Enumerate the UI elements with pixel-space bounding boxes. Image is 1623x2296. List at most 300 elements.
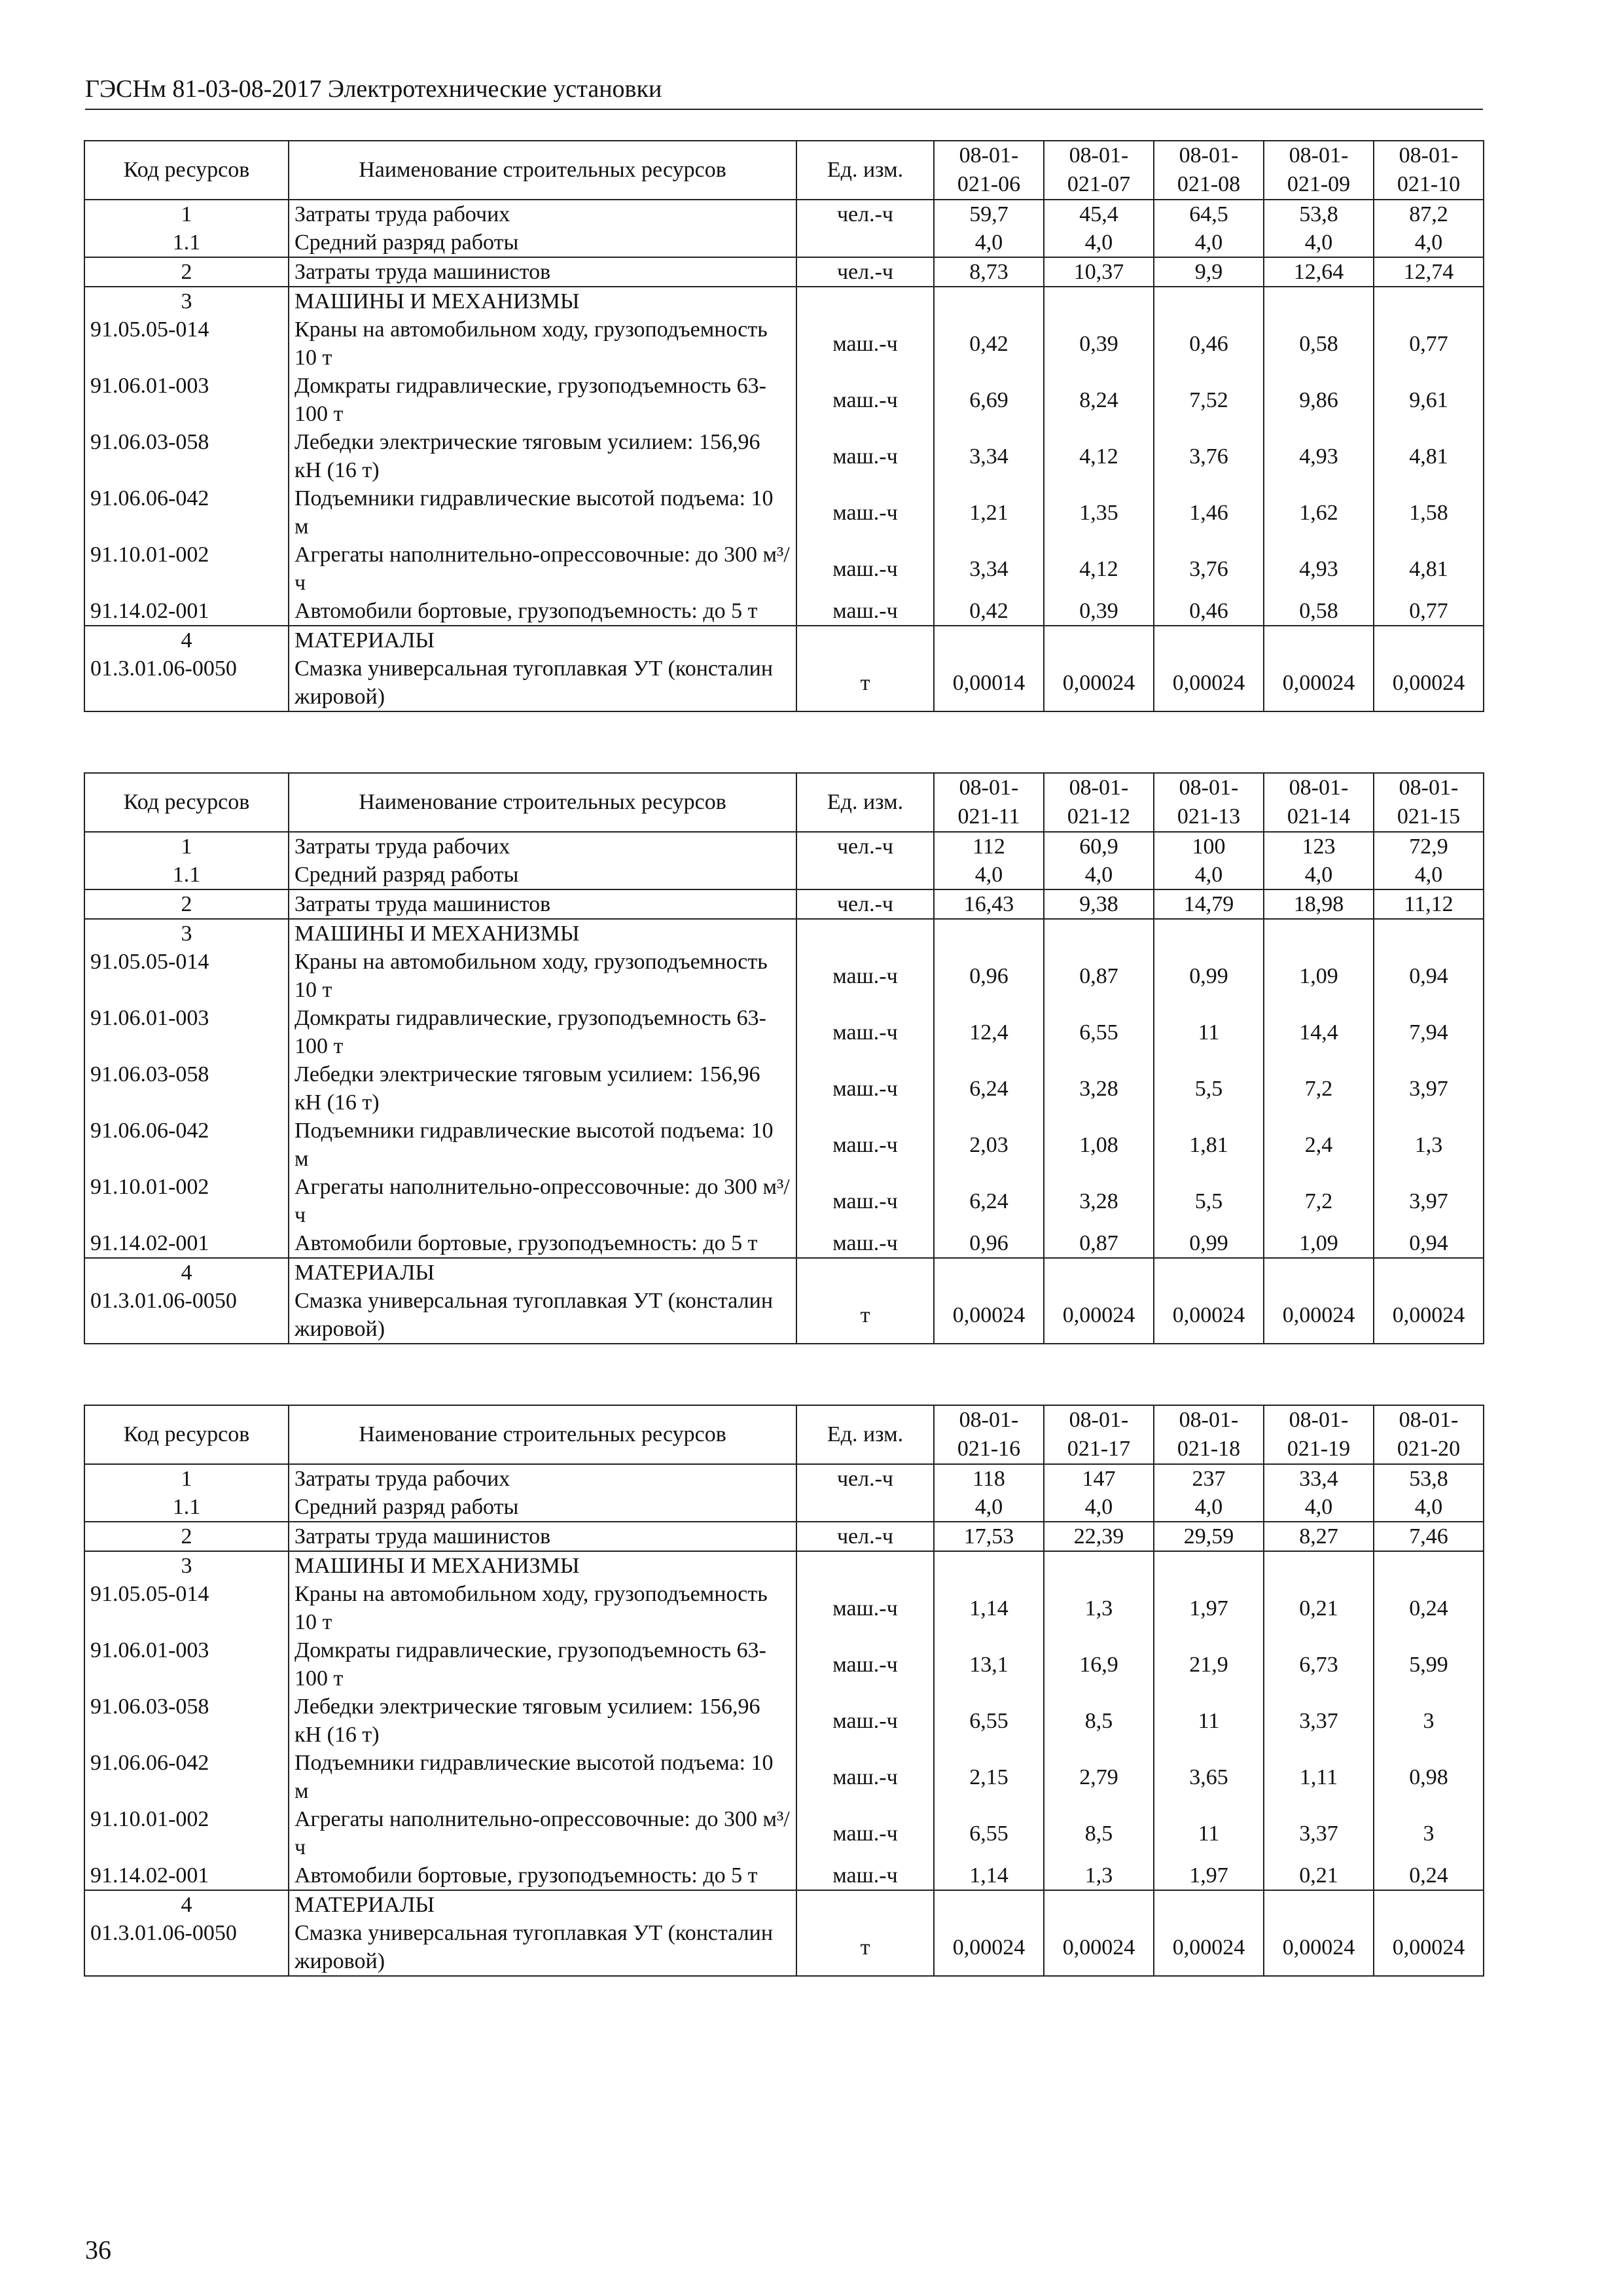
resource-unit: маш.-ч [796, 597, 934, 626]
resource-unit: маш.-ч [796, 1805, 934, 1861]
norm-value: 14,4 [1264, 1004, 1374, 1060]
norm-value: 7,2 [1264, 1060, 1374, 1117]
table-row [84, 1693, 1484, 1749]
norm-value: 53,8 [1374, 1464, 1484, 1493]
norm-value: 0,39 [1044, 597, 1154, 626]
norm-value: 3,37 [1264, 1805, 1374, 1861]
resource-name: Затраты труда машинистов [289, 889, 796, 919]
norm-value: 1,09 [1264, 1229, 1374, 1258]
resource-code: 91.06.06-042 [84, 484, 289, 541]
section-row [84, 919, 1484, 948]
resource-code: 1 [84, 1464, 289, 1493]
column-header-norm: 08-01- 021-13 [1154, 773, 1264, 832]
norm-value: 0,00024 [1154, 1287, 1264, 1344]
norm-value: 4,12 [1044, 428, 1154, 484]
norm-value: 0,00024 [934, 1287, 1044, 1344]
resource-code: 1.1 [84, 1493, 289, 1522]
norm-value: 0,00024 [1374, 655, 1484, 711]
column-header-norm: 08-01- 021-20 [1374, 1405, 1484, 1464]
resource-code: 91.06.01-003 [84, 372, 289, 428]
norm-value: 11 [1154, 1004, 1264, 1060]
table-row [84, 1117, 1484, 1173]
norm-value: 3,34 [934, 428, 1044, 484]
table-row [84, 1919, 1484, 1976]
section-row [84, 1551, 1484, 1580]
norm-value: 16,43 [934, 889, 1044, 919]
resource-unit: чел.-ч [796, 832, 934, 861]
norm-value: 1,35 [1044, 484, 1154, 541]
column-header-norm: 08-01- 021-11 [934, 773, 1044, 832]
column-header-norm: 08-01- 021-12 [1044, 773, 1154, 832]
resource-code: 01.3.01.06-0050 [84, 1919, 289, 1976]
resource-code: 91.14.02-001 [84, 597, 289, 626]
norm-value: 1,97 [1154, 1580, 1264, 1636]
resource-unit: маш.-ч [796, 948, 934, 1004]
resource-unit: маш.-ч [796, 1749, 934, 1805]
norm-value: 4,0 [934, 861, 1044, 889]
table-header-row [84, 141, 1484, 200]
norm-value: 112 [934, 832, 1044, 861]
column-header-unit: Ед. изм. [796, 773, 934, 832]
norm-value: 0,96 [934, 1229, 1044, 1258]
norm-value: 72,9 [1374, 832, 1484, 861]
resource-unit: т [796, 1919, 934, 1976]
norm-value: 0,21 [1264, 1861, 1374, 1890]
column-header-norm: 08-01- 021-07 [1044, 141, 1154, 200]
resource-code: 91.10.01-002 [84, 541, 289, 597]
resource-code: 1.1 [84, 861, 289, 889]
norm-value: 7,2 [1264, 1173, 1374, 1229]
column-header-norm: 08-01- 021-06 [934, 141, 1044, 200]
resource-name: Смазка универсальная тугоплавкая УТ (консталин жировой) [289, 655, 796, 711]
norm-value: 0,00024 [1264, 655, 1374, 711]
norm-value: 4,0 [934, 1493, 1044, 1522]
resource-name: Агрегаты наполнительно-опрессовочные: до 300 м³/ч [289, 541, 796, 597]
norm-value: 8,5 [1044, 1693, 1154, 1749]
norm-value: 4,0 [1374, 228, 1484, 257]
norm-value: 0,94 [1374, 948, 1484, 1004]
table-row [84, 1004, 1484, 1060]
resource-name: Домкраты гидравлические, грузоподъемность 63-100 т [289, 1636, 796, 1693]
norm-value: 4,12 [1044, 541, 1154, 597]
resource-unit: маш.-ч [796, 1060, 934, 1117]
norm-value: 5,5 [1154, 1173, 1264, 1229]
resource-unit: маш.-ч [796, 1229, 934, 1258]
resource-name: Средний разряд работы [289, 228, 796, 257]
resource-unit: т [796, 655, 934, 711]
section-title: МАТЕРИАЛЫ [289, 626, 796, 655]
resource-unit [796, 228, 934, 257]
table-header-row [84, 773, 1484, 832]
section-row [84, 287, 1484, 315]
resource-code: 91.10.01-002 [84, 1805, 289, 1861]
page-number: 36 [85, 2235, 111, 2265]
norm-value: 4,0 [1374, 861, 1484, 889]
resource-code: 91.06.06-042 [84, 1749, 289, 1805]
norm-value: 53,8 [1264, 200, 1374, 228]
norm-value: 1,14 [934, 1580, 1044, 1636]
header-title: ГЭСНм 81-03-08-2017 Электротехнические установки [85, 75, 662, 103]
norm-value: 17,53 [934, 1522, 1044, 1551]
column-header-norm: 08-01- 021-16 [934, 1405, 1044, 1464]
norm-value: 1,97 [1154, 1861, 1264, 1890]
norm-value: 22,39 [1044, 1522, 1154, 1551]
norm-value: 3 [1374, 1805, 1484, 1861]
section-row [84, 1258, 1484, 1287]
norm-value: 1,46 [1154, 484, 1264, 541]
table-row [84, 228, 1484, 257]
column-header-name: Наименование строительных ресурсов [289, 773, 796, 832]
norm-value: 0,99 [1154, 948, 1264, 1004]
resource-unit: маш.-ч [796, 1117, 934, 1173]
column-header-norm: 08-01- 021-10 [1374, 141, 1484, 200]
resource-name: Краны на автомобильном ходу, грузоподъемность 10 т [289, 1580, 796, 1636]
section-row [84, 626, 1484, 655]
resource-unit: маш.-ч [796, 372, 934, 428]
norm-value: 3,34 [934, 541, 1044, 597]
section-title: МАШИНЫ И МЕХАНИЗМЫ [289, 1551, 796, 1580]
column-header-norm: 08-01- 021-09 [1264, 141, 1374, 200]
norm-value: 0,58 [1264, 315, 1374, 372]
norm-value: 21,9 [1154, 1636, 1264, 1693]
table-row [84, 372, 1484, 428]
running-header [85, 73, 1483, 110]
table-row [84, 948, 1484, 1004]
norm-value: 0,87 [1044, 1229, 1154, 1258]
column-header-norm: 08-01- 021-17 [1044, 1405, 1154, 1464]
resource-name: Затраты труда машинистов [289, 257, 796, 287]
norm-value: 8,27 [1264, 1522, 1374, 1551]
norm-value: 0,77 [1374, 597, 1484, 626]
resource-name: Домкраты гидравлические, грузоподъемность 63-100 т [289, 1004, 796, 1060]
resource-unit: маш.-ч [796, 1861, 934, 1890]
resource-name: Смазка универсальная тугоплавкая УТ (консталин жировой) [289, 1287, 796, 1344]
table-row [84, 200, 1484, 228]
column-header-unit: Ед. изм. [796, 1405, 934, 1464]
resource-code: 91.06.01-003 [84, 1004, 289, 1060]
resource-unit: т [796, 1287, 934, 1344]
section-code: 3 [84, 287, 289, 315]
column-header-norm: 08-01- 021-18 [1154, 1405, 1264, 1464]
norm-value: 33,4 [1264, 1464, 1374, 1493]
norm-value: 5,99 [1374, 1636, 1484, 1693]
norm-value: 4,93 [1264, 428, 1374, 484]
norm-value: 11,12 [1374, 889, 1484, 919]
resource-unit: чел.-ч [796, 889, 934, 919]
norm-value: 87,2 [1374, 200, 1484, 228]
norm-value: 9,38 [1044, 889, 1154, 919]
resource-name: Автомобили бортовые, грузоподъемность: до 5 т [289, 1861, 796, 1890]
norm-value: 0,00024 [1044, 1287, 1154, 1344]
norm-value: 8,24 [1044, 372, 1154, 428]
norm-value: 0,58 [1264, 597, 1374, 626]
norm-value: 3 [1374, 1693, 1484, 1749]
norm-value: 4,93 [1264, 541, 1374, 597]
norm-value: 9,86 [1264, 372, 1374, 428]
norm-value: 1,3 [1374, 1117, 1484, 1173]
table-row [84, 1861, 1484, 1890]
resource-unit: маш.-ч [796, 315, 934, 372]
table-row [84, 1464, 1484, 1493]
resource-unit: чел.-ч [796, 257, 934, 287]
norm-value: 0,00024 [1264, 1919, 1374, 1976]
norm-value: 6,24 [934, 1173, 1044, 1229]
resource-code: 91.06.03-058 [84, 1060, 289, 1117]
norm-value: 0,46 [1154, 315, 1264, 372]
norm-value: 0,39 [1044, 315, 1154, 372]
norm-value: 118 [934, 1464, 1044, 1493]
norm-value: 4,0 [1264, 228, 1374, 257]
norm-value: 3,97 [1374, 1060, 1484, 1117]
norm-value: 11 [1154, 1693, 1264, 1749]
norm-value: 0,98 [1374, 1749, 1484, 1805]
norm-value: 0,24 [1374, 1580, 1484, 1636]
resource-unit: маш.-ч [796, 1693, 934, 1749]
norm-value: 0,99 [1154, 1229, 1264, 1258]
norm-value: 18,98 [1264, 889, 1374, 919]
table-header-row [84, 1405, 1484, 1464]
resource-name: Агрегаты наполнительно-опрессовочные: до 300 м³/ч [289, 1173, 796, 1229]
norm-value: 4,0 [1154, 228, 1264, 257]
norm-value: 1,58 [1374, 484, 1484, 541]
norm-value: 3,76 [1154, 428, 1264, 484]
section-code: 4 [84, 626, 289, 655]
norm-value: 3,28 [1044, 1173, 1154, 1229]
resource-name: Автомобили бортовые, грузоподъемность: до 5 т [289, 1229, 796, 1258]
resource-unit: маш.-ч [796, 541, 934, 597]
table-row [84, 1522, 1484, 1551]
resource-code: 91.05.05-014 [84, 1580, 289, 1636]
norm-value: 6,55 [934, 1805, 1044, 1861]
resource-code: 01.3.01.06-0050 [84, 655, 289, 711]
resource-unit [796, 1493, 934, 1522]
resource-name: Смазка универсальная тугоплавкая УТ (консталин жировой) [289, 1919, 796, 1976]
resource-name: Краны на автомобильном ходу, грузоподъемность 10 т [289, 948, 796, 1004]
norm-value: 237 [1154, 1464, 1264, 1493]
norm-value: 0,94 [1374, 1229, 1484, 1258]
norm-value: 1,3 [1044, 1861, 1154, 1890]
table-row [84, 861, 1484, 889]
norm-value: 6,24 [934, 1060, 1044, 1117]
column-header-code: Код ресурсов [84, 773, 289, 832]
norm-value: 29,59 [1154, 1522, 1264, 1551]
resource-table-2 [84, 772, 1484, 1344]
resource-code: 91.05.05-014 [84, 948, 289, 1004]
resource-code: 01.3.01.06-0050 [84, 1287, 289, 1344]
section-title: МАШИНЫ И МЕХАНИЗМЫ [289, 919, 796, 948]
norm-value: 0,24 [1374, 1861, 1484, 1890]
norm-value: 0,00024 [934, 1919, 1044, 1976]
norm-value: 0,00024 [1374, 1919, 1484, 1976]
resource-code: 91.06.01-003 [84, 1636, 289, 1693]
resource-unit: маш.-ч [796, 1580, 934, 1636]
norm-value: 3,76 [1154, 541, 1264, 597]
column-header-norm: 08-01- 021-15 [1374, 773, 1484, 832]
resource-code: 91.06.06-042 [84, 1117, 289, 1173]
resource-name: Лебедки электрические тяговым усилием: 156,96 кН (16 т) [289, 1060, 796, 1117]
norm-value: 4,0 [1264, 1493, 1374, 1522]
norm-value: 123 [1264, 832, 1374, 861]
resource-code: 2 [84, 257, 289, 287]
norm-value: 7,52 [1154, 372, 1264, 428]
norm-value: 0,21 [1264, 1580, 1374, 1636]
table-row [84, 257, 1484, 287]
norm-value: 0,00024 [1154, 655, 1264, 711]
norm-value: 1,21 [934, 484, 1044, 541]
norm-value: 2,4 [1264, 1117, 1374, 1173]
norm-value: 4,0 [1154, 861, 1264, 889]
resource-code: 1.1 [84, 228, 289, 257]
norm-value: 3,65 [1154, 1749, 1264, 1805]
norm-value: 0,00024 [1044, 655, 1154, 711]
table-row [84, 428, 1484, 484]
norm-value: 147 [1044, 1464, 1154, 1493]
table-row [84, 1229, 1484, 1258]
resource-code: 91.14.02-001 [84, 1229, 289, 1258]
resource-unit: маш.-ч [796, 484, 934, 541]
norm-value: 60,9 [1044, 832, 1154, 861]
resource-name: Средний разряд работы [289, 1493, 796, 1522]
table-row [84, 1287, 1484, 1344]
norm-value: 64,5 [1154, 200, 1264, 228]
table-row [84, 1580, 1484, 1636]
resource-unit: маш.-ч [796, 428, 934, 484]
norm-value: 6,55 [934, 1693, 1044, 1749]
resource-code: 1 [84, 832, 289, 861]
norm-value: 6,69 [934, 372, 1044, 428]
norm-value: 8,73 [934, 257, 1044, 287]
norm-value: 2,79 [1044, 1749, 1154, 1805]
norm-value: 9,9 [1154, 257, 1264, 287]
resource-code: 91.10.01-002 [84, 1173, 289, 1229]
resource-name: Агрегаты наполнительно-опрессовочные: до 300 м³/ч [289, 1805, 796, 1861]
norm-value: 0,00014 [934, 655, 1044, 711]
norm-value: 1,11 [1264, 1749, 1374, 1805]
resource-name: Подъемники гидравлические высотой подъема: 10 м [289, 1117, 796, 1173]
norm-value: 0,46 [1154, 597, 1264, 626]
norm-value: 59,7 [934, 200, 1044, 228]
section-code: 3 [84, 919, 289, 948]
norm-value: 4,0 [1044, 861, 1154, 889]
norm-value: 0,00024 [1374, 1287, 1484, 1344]
norm-value: 0,96 [934, 948, 1044, 1004]
resource-table-3 [84, 1405, 1484, 1977]
norm-value: 0,42 [934, 315, 1044, 372]
norm-value: 3,97 [1374, 1173, 1484, 1229]
column-header-norm: 08-01- 021-08 [1154, 141, 1264, 200]
resource-unit: маш.-ч [796, 1636, 934, 1693]
norm-value: 0,00024 [1264, 1287, 1374, 1344]
norm-value: 0,00024 [1154, 1919, 1264, 1976]
resource-unit: чел.-ч [796, 200, 934, 228]
resource-name: Средний разряд работы [289, 861, 796, 889]
resource-name: Затраты труда рабочих [289, 1464, 796, 1493]
norm-value: 12,4 [934, 1004, 1044, 1060]
table-row [84, 1060, 1484, 1117]
norm-value: 4,0 [934, 228, 1044, 257]
table-row [84, 315, 1484, 372]
norm-value: 5,5 [1154, 1060, 1264, 1117]
norm-value: 14,79 [1154, 889, 1264, 919]
norm-value: 6,73 [1264, 1636, 1374, 1693]
norm-value: 11 [1154, 1805, 1264, 1861]
column-header-norm: 08-01- 021-19 [1264, 1405, 1374, 1464]
column-header-norm: 08-01- 021-14 [1264, 773, 1374, 832]
table-row [84, 541, 1484, 597]
table-row [84, 484, 1484, 541]
resource-unit: чел.-ч [796, 1522, 934, 1551]
resource-code: 91.06.03-058 [84, 1693, 289, 1749]
norm-value: 13,1 [934, 1636, 1044, 1693]
norm-value: 1,14 [934, 1861, 1044, 1890]
norm-value: 0,87 [1044, 948, 1154, 1004]
norm-value: 10,37 [1044, 257, 1154, 287]
norm-value: 0,77 [1374, 315, 1484, 372]
resource-table-1 [84, 140, 1484, 712]
norm-value: 1,81 [1154, 1117, 1264, 1173]
resource-code: 91.14.02-001 [84, 1861, 289, 1890]
norm-value: 0,42 [934, 597, 1044, 626]
norm-value: 2,03 [934, 1117, 1044, 1173]
resource-name: Затраты труда рабочих [289, 200, 796, 228]
table-row [84, 1493, 1484, 1522]
norm-value: 4,0 [1264, 861, 1374, 889]
norm-value: 7,46 [1374, 1522, 1484, 1551]
section-row [84, 1890, 1484, 1919]
table-row [84, 889, 1484, 919]
norm-value: 9,61 [1374, 372, 1484, 428]
norm-value: 12,74 [1374, 257, 1484, 287]
resource-code: 91.06.03-058 [84, 428, 289, 484]
resource-unit: маш.-ч [796, 1173, 934, 1229]
column-header-code: Код ресурсов [84, 1405, 289, 1464]
section-code: 3 [84, 1551, 289, 1580]
resource-name: Подъемники гидравлические высотой подъема: 10 м [289, 484, 796, 541]
table-row [84, 1636, 1484, 1693]
norm-value: 4,0 [1374, 1493, 1484, 1522]
norm-value: 1,09 [1264, 948, 1374, 1004]
section-code: 4 [84, 1258, 289, 1287]
resource-code: 1 [84, 200, 289, 228]
norm-value: 8,5 [1044, 1805, 1154, 1861]
table-row [84, 1805, 1484, 1861]
table-row [84, 1749, 1484, 1805]
resource-code: 2 [84, 1522, 289, 1551]
norm-value: 6,55 [1044, 1004, 1154, 1060]
norm-value: 100 [1154, 832, 1264, 861]
resource-name: Домкраты гидравлические, грузоподъемность 63-100 т [289, 372, 796, 428]
table-row [84, 1173, 1484, 1229]
norm-value: 7,94 [1374, 1004, 1484, 1060]
resource-unit: чел.-ч [796, 1464, 934, 1493]
resource-name: Затраты труда рабочих [289, 832, 796, 861]
column-header-unit: Ед. изм. [796, 141, 934, 200]
norm-value: 4,81 [1374, 541, 1484, 597]
norm-value: 2,15 [934, 1749, 1044, 1805]
resource-name: Краны на автомобильном ходу, грузоподъемность 10 т [289, 315, 796, 372]
norm-value: 1,08 [1044, 1117, 1154, 1173]
table-row [84, 655, 1484, 711]
norm-value: 45,4 [1044, 200, 1154, 228]
column-header-code: Код ресурсов [84, 141, 289, 200]
resource-name: Лебедки электрические тяговым усилием: 156,96 кН (16 т) [289, 428, 796, 484]
section-title: МАТЕРИАЛЫ [289, 1258, 796, 1287]
resource-name: Лебедки электрические тяговым усилием: 156,96 кН (16 т) [289, 1693, 796, 1749]
norm-value: 16,9 [1044, 1636, 1154, 1693]
resource-name: Затраты труда машинистов [289, 1522, 796, 1551]
norm-value: 1,62 [1264, 484, 1374, 541]
section-title: МАТЕРИАЛЫ [289, 1890, 796, 1919]
